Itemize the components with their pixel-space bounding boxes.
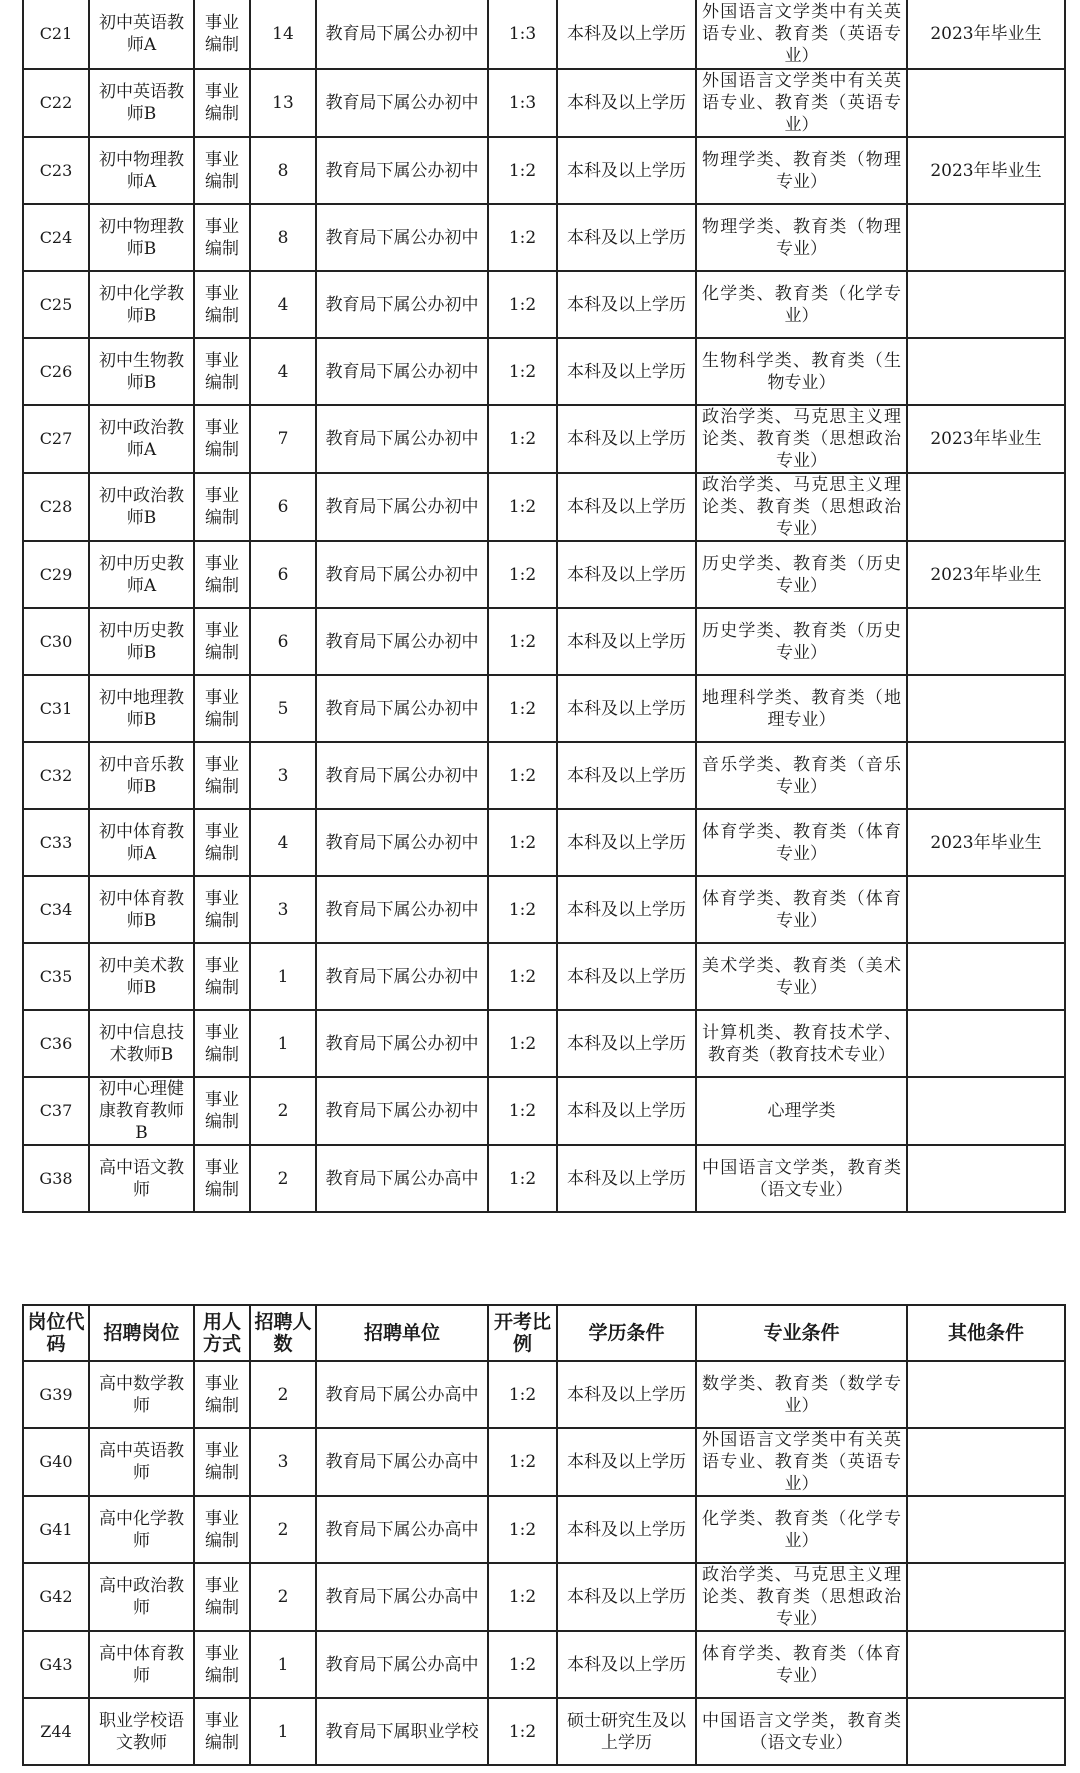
cell-education: 本科及以上学历	[557, 608, 696, 675]
cell-code: C23	[23, 137, 89, 204]
cell-unit: 教育局下属公办初中	[316, 876, 488, 943]
cell-position: 初中历史教师A	[89, 541, 194, 608]
cell-code: Z44	[23, 1698, 89, 1765]
cell-method: 事业编制	[194, 1496, 250, 1563]
cell-count: 6	[250, 473, 316, 541]
cell-ratio: 1:2	[488, 943, 557, 1010]
cell-other	[907, 1563, 1065, 1631]
cell-other	[907, 1428, 1065, 1496]
cell-unit: 教育局下属公办初中	[316, 137, 488, 204]
table-row	[23, 0, 1065, 69]
cell-major: 生物科学类、教育类（生物专业）	[696, 338, 907, 405]
cell-other: 2023年毕业生	[907, 0, 1065, 69]
table-row	[23, 473, 1065, 541]
cell-position: 初中体育教师A	[89, 809, 194, 876]
recruitment-table-part-1	[22, 0, 1066, 1213]
header-unit: 招聘单位	[316, 1305, 488, 1361]
cell-code: C36	[23, 1010, 89, 1077]
cell-count: 3	[250, 1428, 316, 1496]
cell-unit: 教育局下属公办初中	[316, 405, 488, 473]
header-ratio: 开考比例	[488, 1305, 557, 1361]
cell-ratio: 1:2	[488, 1428, 557, 1496]
table-row	[23, 742, 1065, 809]
table-row	[23, 204, 1065, 271]
cell-position: 初中政治教师B	[89, 473, 194, 541]
cell-education: 本科及以上学历	[557, 405, 696, 473]
cell-major: 政治学类、马克思主义理论类、教育类（思想政治专业）	[696, 405, 907, 473]
cell-position: 高中化学教师	[89, 1496, 194, 1563]
cell-other: 2023年毕业生	[907, 809, 1065, 876]
cell-major: 政治学类、马克思主义理论类、教育类（思想政治专业）	[696, 473, 907, 541]
cell-other: 2023年毕业生	[907, 137, 1065, 204]
cell-count: 2	[250, 1563, 316, 1631]
cell-other	[907, 271, 1065, 338]
cell-major: 中国语言文学类，教育类（语文专业）	[696, 1145, 907, 1212]
cell-unit: 教育局下属公办初中	[316, 204, 488, 271]
cell-other	[907, 473, 1065, 541]
cell-position: 初中历史教师B	[89, 608, 194, 675]
cell-ratio: 1:2	[488, 338, 557, 405]
cell-position: 初中英语教师A	[89, 0, 194, 69]
cell-ratio: 1:2	[488, 809, 557, 876]
cell-ratio: 1:2	[488, 608, 557, 675]
cell-code: G38	[23, 1145, 89, 1212]
cell-method: 事业编制	[194, 675, 250, 742]
cell-education: 本科及以上学历	[557, 675, 696, 742]
cell-count: 13	[250, 69, 316, 137]
cell-major: 外国语言文学类中有关英语专业、教育类（英语专业）	[696, 69, 907, 137]
cell-code: C34	[23, 876, 89, 943]
table-row	[23, 69, 1065, 137]
cell-major: 计算机类、教育技术学、教育类（教育技术专业）	[696, 1010, 907, 1077]
cell-education: 本科及以上学历	[557, 1077, 696, 1145]
cell-method: 事业编制	[194, 943, 250, 1010]
cell-other: 2023年毕业生	[907, 541, 1065, 608]
cell-other	[907, 876, 1065, 943]
cell-other: 2023年毕业生	[907, 405, 1065, 473]
table-row	[23, 1361, 1065, 1428]
cell-ratio: 1:2	[488, 1010, 557, 1077]
cell-position: 初中体育教师B	[89, 876, 194, 943]
cell-method: 事业编制	[194, 204, 250, 271]
table-row	[23, 1145, 1065, 1212]
cell-count: 8	[250, 204, 316, 271]
cell-unit: 教育局下属公办高中	[316, 1563, 488, 1631]
cell-position: 初中信息技术教师B	[89, 1010, 194, 1077]
cell-other	[907, 69, 1065, 137]
table-row	[23, 1698, 1065, 1765]
table-row	[23, 1428, 1065, 1496]
cell-other	[907, 1361, 1065, 1428]
cell-ratio: 1:2	[488, 1077, 557, 1145]
cell-major: 体育学类、教育类（体育专业）	[696, 1631, 907, 1698]
cell-code: G41	[23, 1496, 89, 1563]
cell-unit: 教育局下属公办初中	[316, 541, 488, 608]
cell-major: 心理学类	[696, 1077, 907, 1145]
cell-method: 事业编制	[194, 1010, 250, 1077]
cell-education: 本科及以上学历	[557, 1361, 696, 1428]
cell-ratio: 1:3	[488, 0, 557, 69]
cell-unit: 教育局下属公办初中	[316, 69, 488, 137]
table-row	[23, 1496, 1065, 1563]
cell-other	[907, 1496, 1065, 1563]
cell-code: C37	[23, 1077, 89, 1145]
cell-unit: 教育局下属公办高中	[316, 1361, 488, 1428]
cell-count: 3	[250, 742, 316, 809]
cell-major: 数学类、教育类（数学专业）	[696, 1361, 907, 1428]
cell-education: 本科及以上学历	[557, 473, 696, 541]
cell-major: 物理学类、教育类（物理专业）	[696, 204, 907, 271]
cell-major: 化学类、教育类（化学专业）	[696, 1496, 907, 1563]
cell-code: G40	[23, 1428, 89, 1496]
cell-ratio: 1:2	[488, 1698, 557, 1765]
cell-method: 事业编制	[194, 876, 250, 943]
cell-position: 初中生物教师B	[89, 338, 194, 405]
cell-major: 音乐学类、教育类（音乐专业）	[696, 742, 907, 809]
cell-position: 初中物理教师B	[89, 204, 194, 271]
cell-ratio: 1:2	[488, 1145, 557, 1212]
header-other: 其他条件	[907, 1305, 1065, 1361]
cell-code: C25	[23, 271, 89, 338]
cell-unit: 教育局下属公办初中	[316, 473, 488, 541]
cell-unit: 教育局下属公办初中	[316, 608, 488, 675]
table-row	[23, 876, 1065, 943]
cell-ratio: 1:2	[488, 541, 557, 608]
cell-code: C33	[23, 809, 89, 876]
cell-major: 体育学类、教育类（体育专业）	[696, 809, 907, 876]
cell-code: C26	[23, 338, 89, 405]
cell-education: 本科及以上学历	[557, 204, 696, 271]
cell-major: 化学类、教育类（化学专业）	[696, 271, 907, 338]
cell-education: 本科及以上学历	[557, 876, 696, 943]
cell-position: 初中化学教师B	[89, 271, 194, 338]
cell-code: G39	[23, 1361, 89, 1428]
table-row	[23, 675, 1065, 742]
cell-unit: 教育局下属公办初中	[316, 1077, 488, 1145]
cell-unit: 教育局下属公办初中	[316, 742, 488, 809]
cell-method: 事业编制	[194, 541, 250, 608]
cell-education: 本科及以上学历	[557, 1145, 696, 1212]
table-row	[23, 137, 1065, 204]
cell-major: 外国语言文学类中有关英语专业、教育类（英语专业）	[696, 1428, 907, 1496]
cell-position: 初中心理健康教育教师B	[89, 1077, 194, 1145]
cell-ratio: 1:3	[488, 69, 557, 137]
cell-code: C27	[23, 405, 89, 473]
cell-education: 本科及以上学历	[557, 271, 696, 338]
table-header-row	[23, 1305, 1065, 1361]
table-row	[23, 608, 1065, 675]
cell-ratio: 1:2	[488, 1496, 557, 1563]
cell-unit: 教育局下属公办高中	[316, 1496, 488, 1563]
cell-unit: 教育局下属职业学校	[316, 1698, 488, 1765]
cell-other	[907, 742, 1065, 809]
cell-method: 事业编制	[194, 1563, 250, 1631]
cell-count: 1	[250, 1698, 316, 1765]
cell-count: 4	[250, 809, 316, 876]
cell-major: 外国语言文学类中有关英语专业、教育类（英语专业）	[696, 0, 907, 69]
cell-major: 地理科学类、教育类（地理专业）	[696, 675, 907, 742]
cell-unit: 教育局下属公办初中	[316, 338, 488, 405]
cell-education: 本科及以上学历	[557, 742, 696, 809]
cell-count: 4	[250, 338, 316, 405]
cell-count: 5	[250, 675, 316, 742]
cell-count: 2	[250, 1145, 316, 1212]
cell-method: 事业编制	[194, 809, 250, 876]
cell-education: 本科及以上学历	[557, 809, 696, 876]
cell-ratio: 1:2	[488, 1361, 557, 1428]
cell-method: 事业编制	[194, 473, 250, 541]
cell-education: 本科及以上学历	[557, 943, 696, 1010]
cell-code: C22	[23, 69, 89, 137]
cell-count: 3	[250, 876, 316, 943]
cell-position: 初中物理教师A	[89, 137, 194, 204]
cell-unit: 教育局下属公办高中	[316, 1631, 488, 1698]
cell-count: 4	[250, 271, 316, 338]
cell-code: C21	[23, 0, 89, 69]
cell-unit: 教育局下属公办初中	[316, 675, 488, 742]
cell-major: 历史学类、教育类（历史专业）	[696, 608, 907, 675]
table-row	[23, 541, 1065, 608]
cell-other	[907, 943, 1065, 1010]
cell-major: 体育学类、教育类（体育专业）	[696, 876, 907, 943]
cell-education: 本科及以上学历	[557, 1010, 696, 1077]
cell-ratio: 1:2	[488, 405, 557, 473]
cell-unit: 教育局下属公办初中	[316, 943, 488, 1010]
cell-education: 本科及以上学历	[557, 1631, 696, 1698]
cell-code: C29	[23, 541, 89, 608]
cell-code: C30	[23, 608, 89, 675]
cell-code: C24	[23, 204, 89, 271]
cell-major: 历史学类、教育类（历史专业）	[696, 541, 907, 608]
cell-other	[907, 1145, 1065, 1212]
cell-position: 高中政治教师	[89, 1563, 194, 1631]
header-position: 招聘岗位	[89, 1305, 194, 1361]
table-row	[23, 338, 1065, 405]
cell-count: 1	[250, 943, 316, 1010]
cell-code: C28	[23, 473, 89, 541]
cell-ratio: 1:2	[488, 271, 557, 338]
cell-count: 2	[250, 1496, 316, 1563]
cell-education: 本科及以上学历	[557, 541, 696, 608]
cell-count: 7	[250, 405, 316, 473]
cell-count: 14	[250, 0, 316, 69]
cell-method: 事业编制	[194, 0, 250, 69]
cell-position: 高中体育教师	[89, 1631, 194, 1698]
cell-other	[907, 1631, 1065, 1698]
cell-unit: 教育局下属公办初中	[316, 0, 488, 69]
cell-method: 事业编制	[194, 137, 250, 204]
cell-method: 事业编制	[194, 742, 250, 809]
cell-method: 事业编制	[194, 69, 250, 137]
cell-education: 本科及以上学历	[557, 137, 696, 204]
header-education: 学历条件	[557, 1305, 696, 1361]
cell-ratio: 1:2	[488, 742, 557, 809]
cell-other	[907, 338, 1065, 405]
cell-position: 高中数学教师	[89, 1361, 194, 1428]
cell-method: 事业编制	[194, 271, 250, 338]
cell-position: 初中英语教师B	[89, 69, 194, 137]
cell-count: 1	[250, 1010, 316, 1077]
cell-position: 职业学校语文教师	[89, 1698, 194, 1765]
cell-other	[907, 1077, 1065, 1145]
table-row	[23, 1631, 1065, 1698]
cell-major: 美术学类、教育类（美术专业）	[696, 943, 907, 1010]
cell-education: 硕士研究生及以上学历	[557, 1698, 696, 1765]
cell-count: 6	[250, 541, 316, 608]
cell-position: 高中语文教师	[89, 1145, 194, 1212]
cell-method: 事业编制	[194, 1361, 250, 1428]
cell-position: 初中政治教师A	[89, 405, 194, 473]
cell-code: G42	[23, 1563, 89, 1631]
table-row	[23, 1563, 1065, 1631]
cell-ratio: 1:2	[488, 1631, 557, 1698]
cell-education: 本科及以上学历	[557, 1496, 696, 1563]
cell-position: 初中地理教师B	[89, 675, 194, 742]
table-row	[23, 271, 1065, 338]
cell-method: 事业编制	[194, 1145, 250, 1212]
cell-count: 6	[250, 608, 316, 675]
cell-method: 事业编制	[194, 608, 250, 675]
cell-other	[907, 204, 1065, 271]
cell-unit: 教育局下属公办初中	[316, 271, 488, 338]
cell-method: 事业编制	[194, 1428, 250, 1496]
cell-ratio: 1:2	[488, 675, 557, 742]
cell-method: 事业编制	[194, 1698, 250, 1765]
cell-other	[907, 1698, 1065, 1765]
cell-education: 本科及以上学历	[557, 338, 696, 405]
cell-education: 本科及以上学历	[557, 0, 696, 69]
table-row	[23, 405, 1065, 473]
table-row	[23, 1010, 1065, 1077]
cell-position: 初中美术教师B	[89, 943, 194, 1010]
cell-education: 本科及以上学历	[557, 1563, 696, 1631]
cell-method: 事业编制	[194, 338, 250, 405]
cell-code: C35	[23, 943, 89, 1010]
cell-count: 8	[250, 137, 316, 204]
cell-education: 本科及以上学历	[557, 1428, 696, 1496]
cell-unit: 教育局下属公办初中	[316, 1010, 488, 1077]
cell-major: 政治学类、马克思主义理论类、教育类（思想政治专业）	[696, 1563, 907, 1631]
cell-position: 高中英语教师	[89, 1428, 194, 1496]
cell-unit: 教育局下属公办高中	[316, 1145, 488, 1212]
table-row	[23, 809, 1065, 876]
cell-code: C31	[23, 675, 89, 742]
cell-method: 事业编制	[194, 1077, 250, 1145]
cell-other	[907, 675, 1065, 742]
cell-ratio: 1:2	[488, 1563, 557, 1631]
cell-method: 事业编制	[194, 405, 250, 473]
cell-ratio: 1:2	[488, 204, 557, 271]
header-count: 招聘人数	[250, 1305, 316, 1361]
cell-count: 2	[250, 1077, 316, 1145]
cell-other	[907, 1010, 1065, 1077]
header-code: 岗位代码	[23, 1305, 89, 1361]
cell-count: 2	[250, 1361, 316, 1428]
cell-unit: 教育局下属公办高中	[316, 1428, 488, 1496]
table-row	[23, 1077, 1065, 1145]
cell-unit: 教育局下属公办初中	[316, 809, 488, 876]
cell-major: 物理学类、教育类（物理专业）	[696, 137, 907, 204]
cell-code: C32	[23, 742, 89, 809]
cell-other	[907, 608, 1065, 675]
header-major: 专业条件	[696, 1305, 907, 1361]
cell-ratio: 1:2	[488, 473, 557, 541]
cell-major: 中国语言文学类，教育类（语文专业）	[696, 1698, 907, 1765]
cell-ratio: 1:2	[488, 876, 557, 943]
cell-education: 本科及以上学历	[557, 69, 696, 137]
cell-code: G43	[23, 1631, 89, 1698]
cell-ratio: 1:2	[488, 137, 557, 204]
header-method: 用人方式	[194, 1305, 250, 1361]
recruitment-table-part-2	[22, 1304, 1066, 1766]
cell-position: 初中音乐教师B	[89, 742, 194, 809]
cell-count: 1	[250, 1631, 316, 1698]
cell-method: 事业编制	[194, 1631, 250, 1698]
table-row	[23, 943, 1065, 1010]
